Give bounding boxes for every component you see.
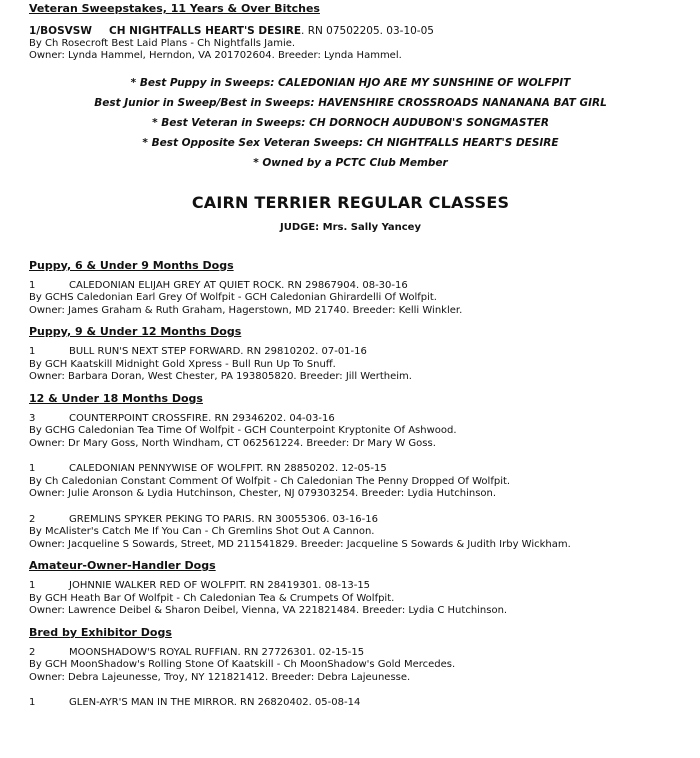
dog-name: CH NIGHTFALLS HEART'S DESIRE	[109, 25, 302, 37]
list-item	[29, 346, 686, 384]
placement: 1	[29, 346, 36, 357]
veteran-entry	[29, 25, 686, 63]
list-item	[29, 514, 686, 552]
placement: 1	[29, 279, 36, 291]
owner-breeder: Owner: James Graham & Ruth Graham, Hagerstown, MD 21740. Breeder: Kelli Winkler.	[29, 304, 463, 316]
sire-dam: By McAlister's Catch Me If You Can - Ch Gremlins Shot Out A Cannon.	[29, 526, 375, 537]
sire-dam: By Ch Caledonian Constant Comment Of Wolfpit - Ch Caledonian The Penny Dropped Of Wolfpit.	[29, 475, 511, 487]
sire-dam: By GCH Heath Bar Of Wolfpit - Ch Caledonian Tea & Crumpets Of Wolfpit.	[29, 592, 395, 604]
judge-name: JUDGE: Mrs. Sally Yancey	[279, 221, 421, 233]
owner-breeder: Owner: Julie Aronson & Lydia Hutchinson, Chester, NJ 079303254. Breeder: Lydia Hutchinson.	[29, 488, 497, 499]
page-title: CAIRN TERRIER REGULAR CLASSES	[191, 192, 510, 212]
award-line: Best Junior in Sweep/Best in Sweeps: HAVENSHIRE CROSSROADS NANANANA BAT GIRL	[94, 96, 607, 109]
class-section	[29, 626, 686, 710]
dog-line: JOHNNIE WALKER RED OF WOLFPIT. RN 28419301. 08-13-15	[69, 580, 371, 591]
placement: 1/BOSVSW	[29, 25, 92, 37]
dog-line: GREMLINS SPYKER PEKING TO PARIS. RN 30055306. 03-16-16	[69, 513, 378, 525]
list-item	[29, 647, 686, 685]
award-line: * Best Puppy in Sweeps: CALEDONIAN HJO ARE MY SUNSHINE OF WOLFPIT	[130, 76, 571, 89]
class-heading: Bred by Exhibitor Dogs	[29, 625, 172, 639]
list-item	[29, 413, 686, 451]
sire-dam: By Ch Rosecroft Best Laid Plans - Ch Nightfalls Jamie.	[29, 37, 296, 49]
owner-breeder: Owner: Dr Mary Goss, North Windham, CT 062561224. Breeder: Dr Mary W Goss.	[29, 437, 436, 449]
list-item	[29, 580, 686, 618]
placement: 2	[29, 646, 36, 658]
class-heading: Puppy, 9 & Under 12 Months Dogs	[29, 325, 242, 338]
placement: 3	[29, 412, 36, 424]
registration: . RN 07502205. 03-10-05	[301, 25, 434, 37]
list-item	[29, 697, 686, 710]
dog-line: MOONSHADOW'S ROYAL RUFFIAN. RN 27726301. 02-15-15	[69, 646, 365, 658]
class-section	[29, 259, 686, 318]
dog-line: CALEDONIAN ELIJAH GREY AT QUIET ROCK. RN 29867904. 08-30-16	[69, 279, 408, 291]
sire-dam: By GCHS Caledonian Earl Grey Of Wolfpit - GCH Caledonian Ghirardelli Of Wolfpit.	[29, 292, 437, 303]
owner-breeder: Owner: Lynda Hammel, Herndon, VA 201702604. Breeder: Lynda Hammel.	[29, 50, 402, 61]
sweeps-awards	[15, 73, 686, 173]
class-section	[29, 325, 686, 384]
dog-line: BULL RUN'S NEXT STEP FORWARD. RN 29810202. 07-01-16	[69, 346, 367, 357]
award-line: * Best Opposite Sex Veteran Sweeps: CH NIGHTFALLS HEART'S DESIRE	[142, 136, 559, 149]
class-section	[29, 392, 686, 552]
class-heading: Amateur-Owner-Handler Dogs	[29, 559, 216, 572]
owner-breeder: Owner: Barbara Doran, West Chester, PA 193805820. Breeder: Jill Wertheim.	[29, 371, 412, 382]
class-heading-veteran: Veteran Sweepstakes, 11 Years & Over Bitches	[29, 2, 320, 15]
placement: 1	[29, 463, 36, 474]
placement: 2	[29, 513, 36, 525]
placement: 1	[29, 697, 36, 708]
sire-dam: By GCH MoonShadow's Rolling Stone Of Kaatskill - Ch MoonShadow's Gold Mercedes.	[29, 659, 456, 670]
sire-dam: By GCH Kaatskill Midnight Gold Xpress - Bull Run Up To Snuff.	[29, 358, 336, 370]
class-section	[29, 559, 686, 618]
class-heading: 12 & Under 18 Months Dogs	[29, 391, 203, 405]
dog-line: COUNTERPOINT CROSSFIRE. RN 29346202. 04-03-16	[69, 412, 335, 424]
dog-line: CALEDONIAN PENNYWISE OF WOLFPIT. RN 28850202. 12-05-15	[69, 463, 387, 474]
sire-dam: By GCHG Caledonian Tea Time Of Wolfpit - GCH Counterpoint Kryptonite Of Ashwood.	[29, 425, 457, 436]
list-item	[29, 463, 686, 501]
owner-breeder: Owner: Lawrence Deibel & Sharon Deibel, Vienna, VA 221821484. Breeder: Lydia C Hutchinson.	[29, 605, 508, 616]
list-item	[29, 280, 686, 318]
owner-breeder: Owner: Jacqueline S Sowards, Street, MD 211541829. Breeder: Jacqueline S Sowards & Judith Irby Wickham.	[29, 538, 571, 550]
owner-breeder: Owner: Debra Lajeunesse, Troy, NY 121821412. Breeder: Debra Lajeunesse.	[29, 671, 411, 683]
placement: 1	[29, 580, 36, 591]
award-line: * Best Veteran in Sweeps: CH DORNOCH AUDUBON'S SONGMASTER	[152, 116, 549, 129]
class-heading: Puppy, 6 & Under 9 Months Dogs	[29, 258, 234, 272]
award-line: * Owned by a PCTC Club Member	[253, 156, 448, 169]
dog-line: GLEN-AYR'S MAN IN THE MIRROR. RN 26820402. 05-08-14	[69, 697, 361, 708]
